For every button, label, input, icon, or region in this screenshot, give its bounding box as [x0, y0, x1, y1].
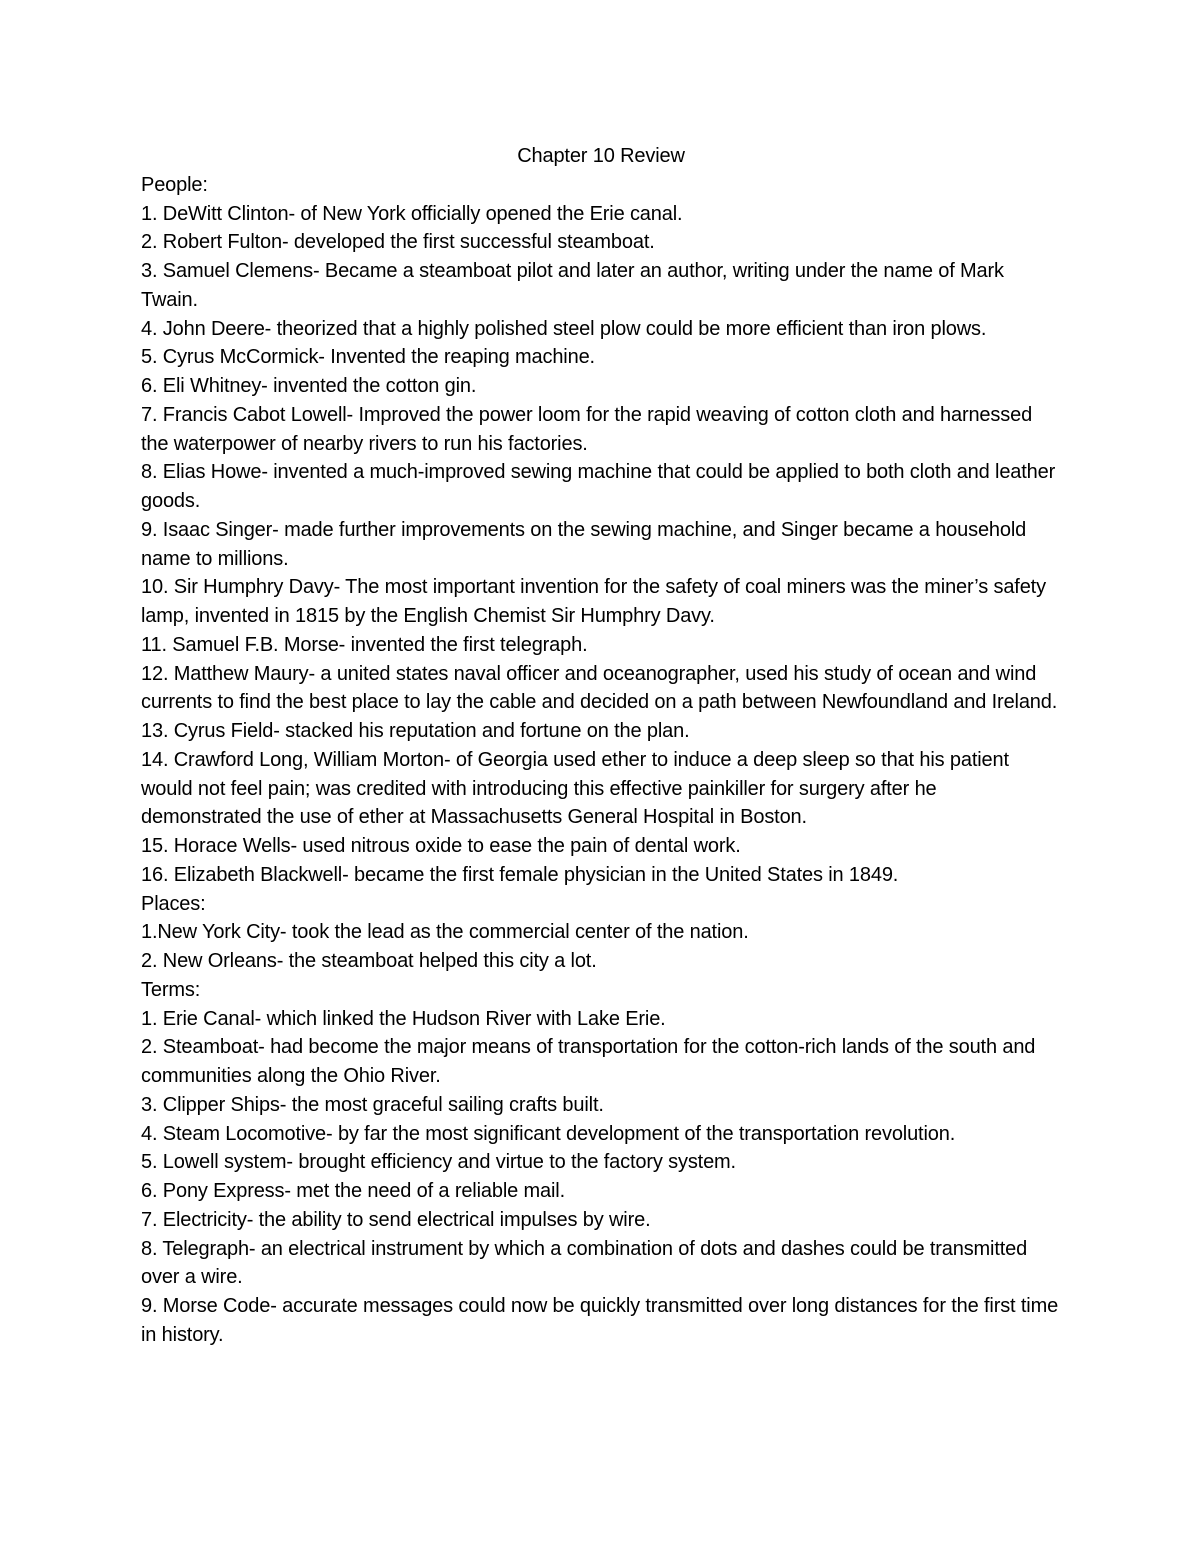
terms-item: 4. Steam Locomotive- by far the most significant development of the transportation revolution. [141, 1122, 956, 1145]
places-item: 1.New York City- took the lead as the commercial center of the nation. [141, 921, 749, 944]
people-item: 9. Isaac Singer- made further improvements on the sewing machine, and Singer became a household name to millions. [141, 518, 1027, 570]
terms-item: 9. Morse Code- accurate messages could now be quickly transmitted over long distances for the first time in history. [141, 1295, 1059, 1346]
people-item: 7. Francis Cabot Lowell- Improved the power loom for the rapid weaving of cotton cloth and harnessed the waterpower of nearby rivers to run his factories. [141, 403, 1033, 455]
terms-item: 5. Lowell system- brought efficiency and virtue to the factory system. [141, 1151, 736, 1174]
people-item: 4. John Deere- theorized that a highly polished steel plow could be more efficient than iron plows. [141, 317, 987, 340]
people-item: 13. Cyrus Field- stacked his reputation and fortune on the plan. [141, 720, 690, 742]
section-terms [141, 976, 1061, 1350]
terms-item: 6. Pony Express- met the need of a reliable mail. [141, 1180, 565, 1202]
section-places [141, 890, 1061, 976]
document-title: Chapter 10 Review [517, 145, 685, 167]
people-item: 11. Samuel F.B. Morse- invented the first telegraph. [141, 633, 588, 656]
places-item: 2. New Orleans- the steamboat helped this city a lot. [141, 950, 597, 972]
people-item: 12. Matthew Maury- a united states naval officer and oceanographer, used his study of ocean and wind currents to find the best place to lay the cable and decided on a path between Newfoundland and Ireland. [141, 662, 1058, 714]
people-item: 6. Eli Whitney- invented the cotton gin. [141, 375, 477, 397]
section-heading-places: Places: [141, 892, 206, 915]
people-item: 2. Robert Fulton- developed the first successful steamboat. [141, 231, 655, 254]
terms-item: 7. Electricity- the ability to send electrical impulses by wire. [141, 1208, 651, 1231]
terms-item: 2. Steamboat- had become the major means of transportation for the cotton-rich lands of the south and communities along the Ohio River. [141, 1036, 1036, 1087]
section-heading-people: People: [141, 173, 208, 196]
section-people [141, 171, 1061, 890]
terms-item: 1. Erie Canal- which linked the Hudson River with Lake Erie. [141, 1007, 666, 1030]
people-item: 15. Horace Wells- used nitrous oxide to ease the pain of dental work. [141, 835, 741, 857]
section-heading-terms: Terms: [141, 978, 201, 1001]
people-item: 5. Cyrus McCormick- Invented the reaping machine. [141, 346, 595, 369]
document-page [141, 142, 1061, 1350]
people-item: 16. Elizabeth Blackwell- became the first female physician in the United States in 1849. [141, 863, 899, 886]
terms-item: 8. Telegraph- an electrical instrument by which a combination of dots and dashes could be transmitted over a wire. [141, 1237, 1028, 1289]
people-item: 14. Crawford Long, William Morton- of Georgia used ether to induce a deep sleep so that his patient would not feel pain; was credited with introducing this effective painkiller for surgery after he demonstrated the use of ether at Massachusetts General Hospital in Boston. [141, 748, 1009, 829]
people-item: 3. Samuel Clemens- Became a steamboat pilot and later an author, writing under the name of Mark Twain. [141, 260, 1004, 311]
people-item: 8. Elias Howe- invented a much-improved sewing machine that could be applied to both cloth and leather goods. [141, 461, 1056, 512]
people-item: 1. DeWitt Clinton- of New York officially opened the Erie canal. [141, 202, 683, 225]
people-item: 10. Sir Humphry Davy- The most important invention for the safety of coal miners was the miner’s safety lamp, invented in 1815 by the English Chemist Sir Humphry Davy. [141, 576, 1046, 627]
terms-item: 3. Clipper Ships- the most graceful sailing crafts built. [141, 1093, 604, 1116]
